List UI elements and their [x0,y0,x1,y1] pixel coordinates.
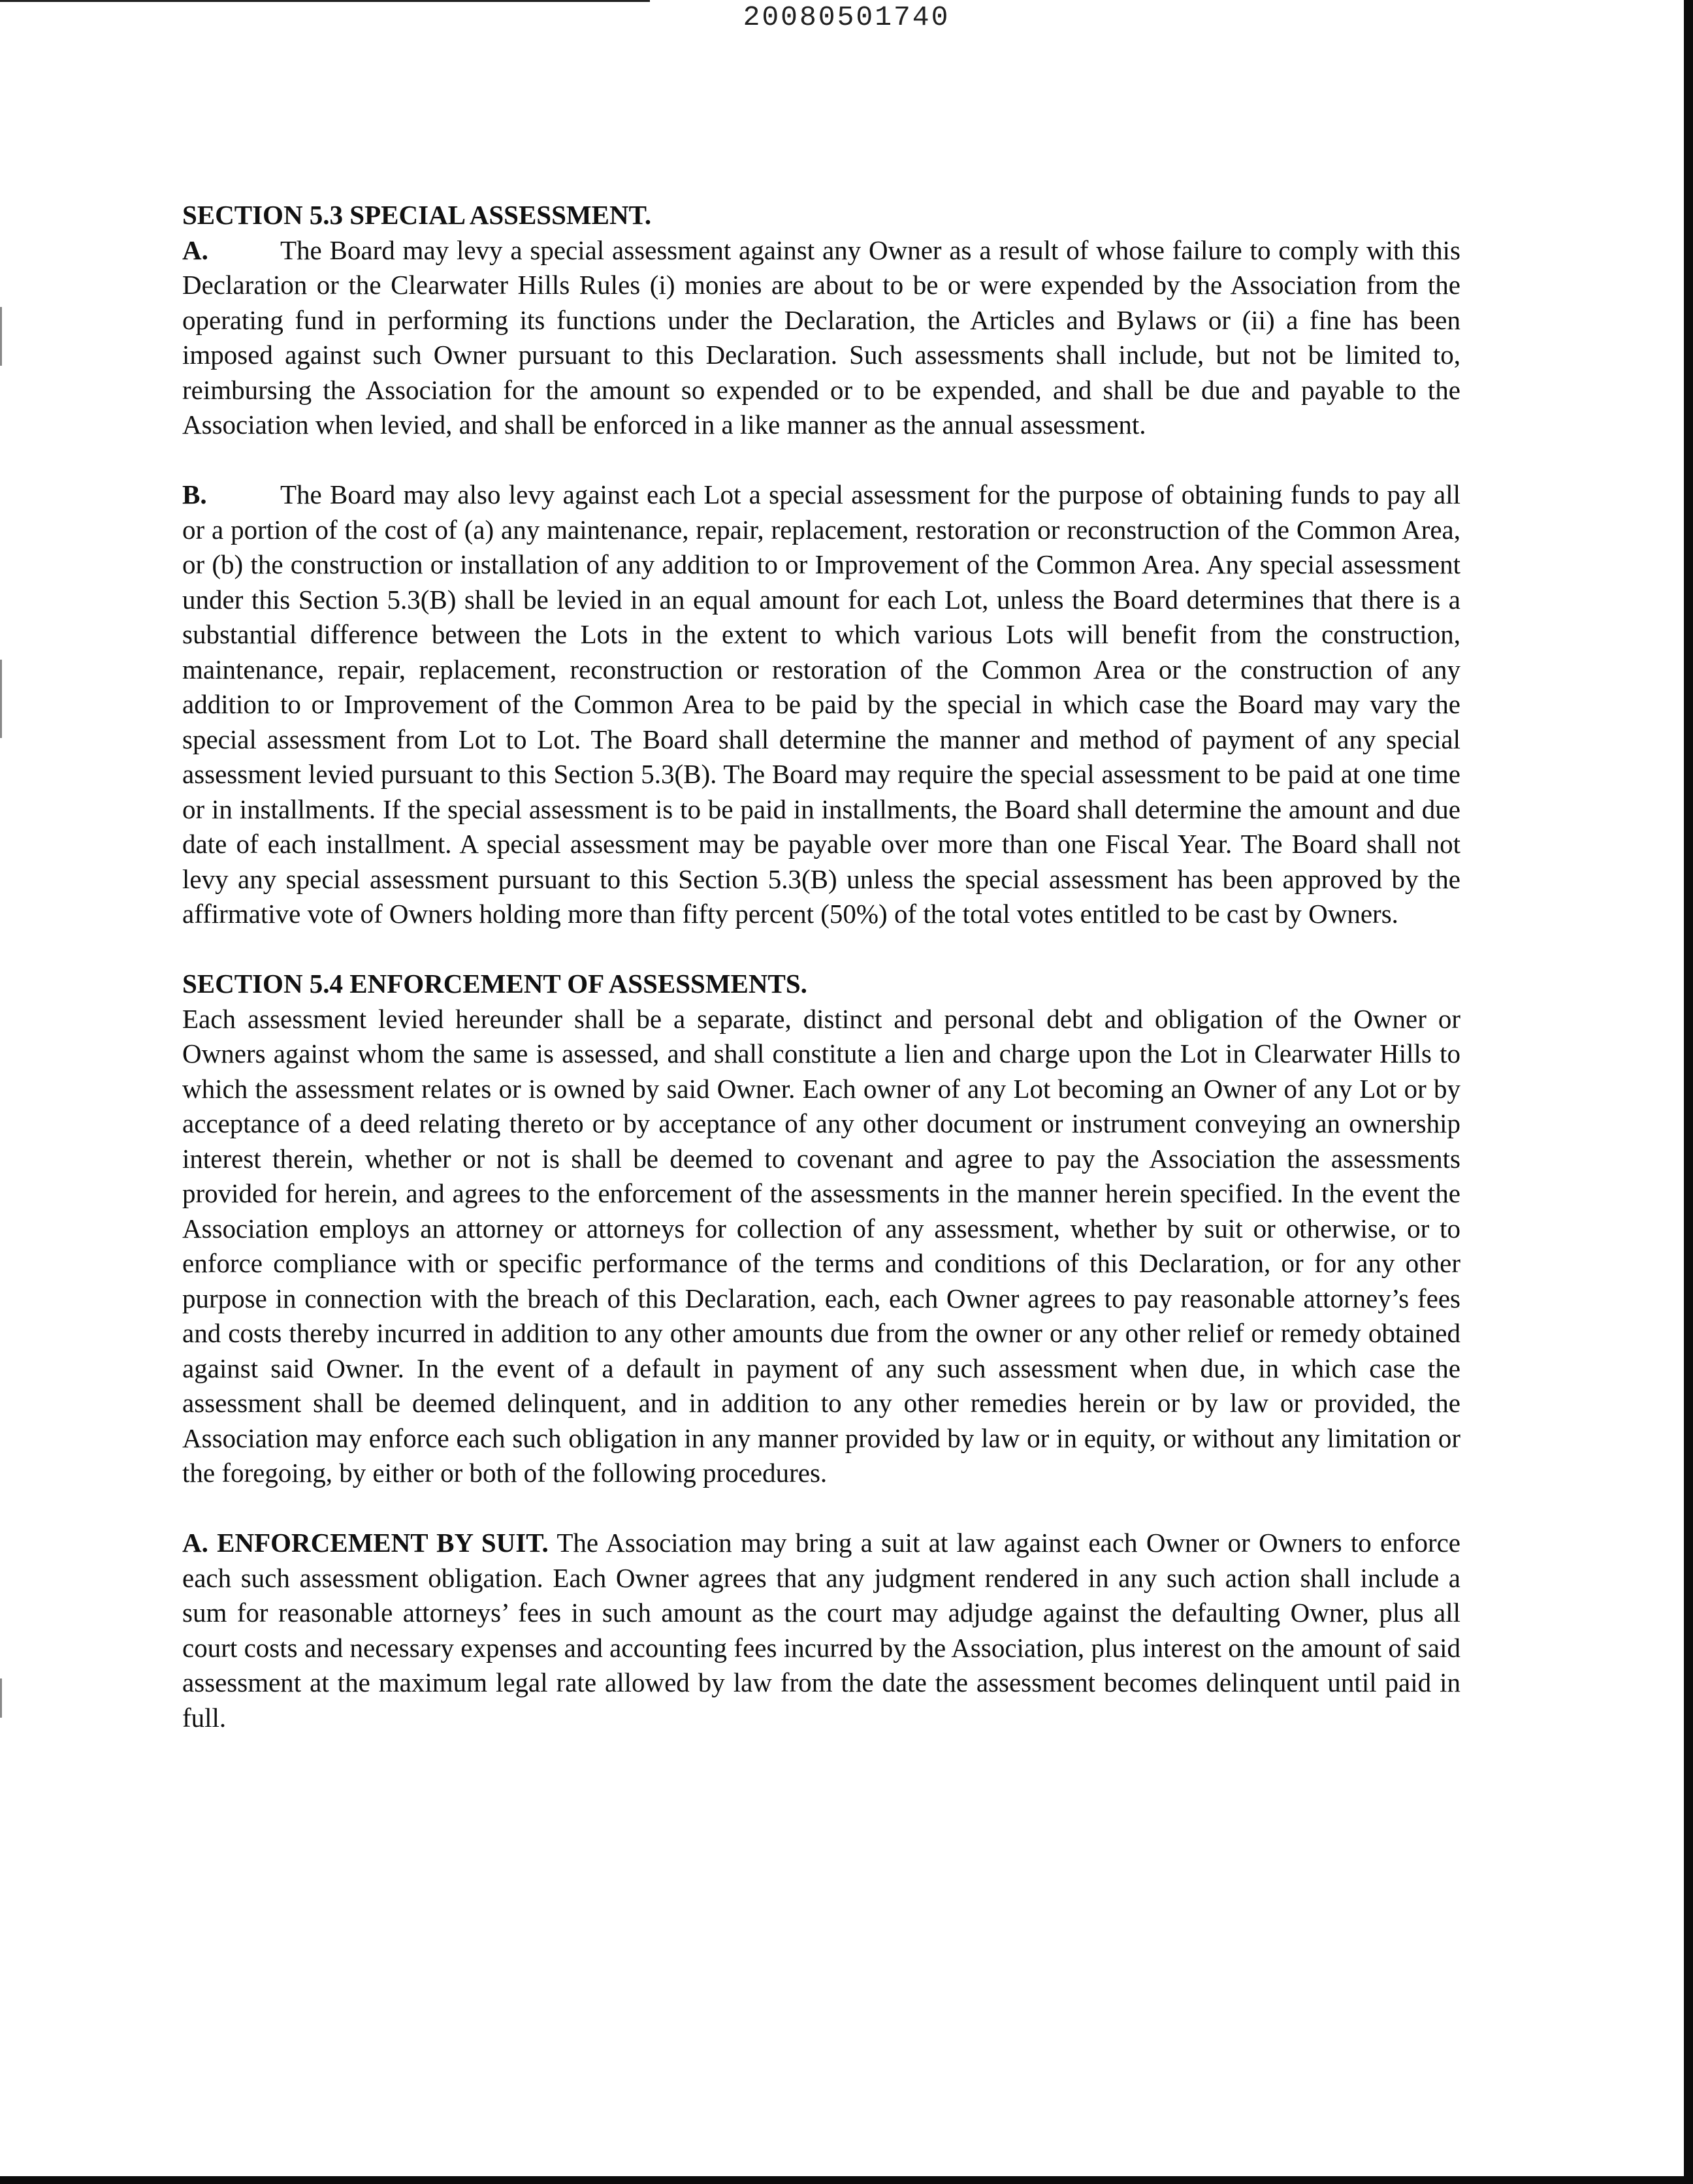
scan-mark-left [0,660,2,738]
scan-border-right [1684,0,1693,2184]
section-5-3-paragraph-b [182,477,1460,932]
scan-border-bottom [0,2176,1693,2184]
section-5-4-heading: SECTION 5.4 ENFORCEMENT OF ASSESSMENTS. [182,969,807,999]
section-5-4-paragraph-a [182,1526,1460,1735]
scan-mark-left [0,1678,2,1718]
section-5-4-body: Each assessment levied hereunder shall be a separate, distinct and personal debt and obligation of the Owner or Owners against whom the same is assessed, and shall constitute a lien and charge upon the Lot in Clearwater Hills to which the assessment relates or is owned by said Owner. Each owner of any Lot becoming an Owner of any Lot or by acceptance of a deed relating thereto or by acceptance of any other document or instrument conveying an ownership interest therein, whether or not is shall be deemed to covenant and agree to pay the Association the assessments provided for herein, and agrees to the enforcement of the assessments in the manner herein specified. In the event the Association employs an attorney or attorneys for collection of any assessment, whether by suit or otherwise, or to enforce compliance with or specific performance of the terms and conditions of this Declaration, or for any other purpose in connection with the breach of this Declaration, each, each Owner agrees to pay reasonable attorney’s fees and costs thereby incurred in addition to any other amounts due from the owner or any other relief or remedy obtained against said Owner. In the event of a default in payment of any such assessment when due, in which case the assessment shall be deemed delinquent, and in addition to any other remedies herein or by law or provided, the Association may enforce each such obligation in any manner provided by law or in equity, or without any limitation or the foregoing, by either or both of the following procedures. [182,1003,1460,1488]
paragraph-label: A. [182,234,208,265]
scan-mark-left [0,307,2,366]
document-body [182,198,1460,1735]
paragraph-label: B. [182,479,207,509]
document-number: 20080501740 [743,1,950,33]
section-5-3-heading: SECTION 5.3 SPECIAL ASSESSMENT. [182,200,652,230]
paragraph-heading: A. ENFORCEMENT BY SUIT. [182,1528,549,1558]
paragraph-text: The Association may bring a suit at law against each Owner or Owners to enforce each such assessment obligation. Each Owner agrees that any judgment rendered in any such action shall include a sum for reasonable attorneys’ fees in such amount as the court may adjudge against the defaulting Owner, plus all court costs and necessary expenses and accounting fees incurred by the Association, plus interest on the amount of said assessment at the maximum legal rate allowed by law from the date the assessment becomes delinquent until paid in full. [182,1528,1460,1733]
paragraph-text: The Board may also levy against each Lot a special assessment for the purpose of obtaining funds to pay all or a portion of the cost of (a) any maintenance, repair, replacement, restoration or reconstruction of the Common Area, or (b) the construction or installation of any addition to or Improvement of the Common Area. Any special assessment under this Section 5.3(B) shall be levied in an equal amount for each Lot, unless the Board determines that there is a substantial difference between the Lots in the extent to which various Lots will benefit from the construction, maintenance, repair, replacement, reconstruction or restoration of the Common Area or the construction of any addition to or Improvement of the Common Area to be paid by the special in which case the Board may vary the special assessment from Lot to Lot. The Board shall determine the manner and method of payment of any special assessment levied pursuant to this Section 5.3(B). The Board may require the special assessment to be paid at one time or in installments. If the special assessment is to be paid in installments, the Board shall determine the amount and due date of each installment. A special assessment may be payable over more than one Fiscal Year. The Board shall not levy any special assessment pursuant to this Section 5.3(B) unless the special assessment has been approved by the affirmative vote of Owners holding more than fifty percent (50%) of the total votes entitled to be cast by Owners. [182,479,1460,929]
section-5-3-paragraph-a [182,233,1460,443]
paragraph-text: The Board may levy a special assessment against any Owner as a result of whose failure to comply with this Declaration or the Clearwater Hills Rules (i) monies are about to be or were expended by the Association from the operating fund in performing its functions under the Declaration, the Articles and Bylaws or (ii) a fine has been imposed against such Owner pursuant to this Declaration. Such assessments shall include, but not be limited to, reimbursing the Association for the amount so expended or to be expended, and shall be due and payable to the Association when levied, and shall be enforced in a like manner as the annual assessment. [182,234,1460,440]
